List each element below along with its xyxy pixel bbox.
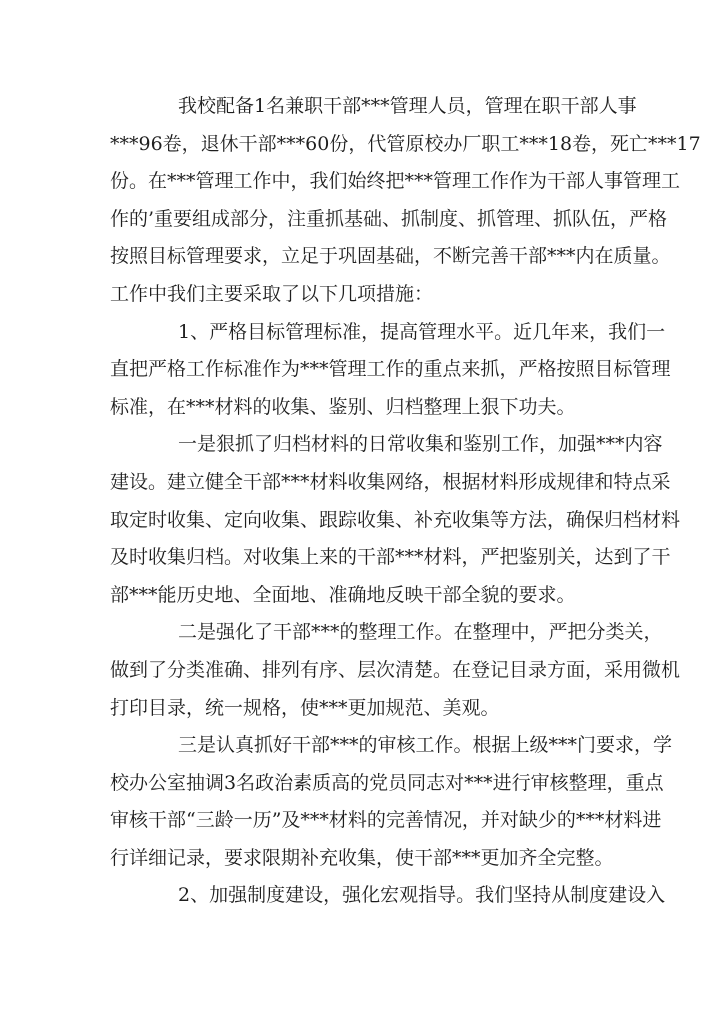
text-line: 1、严格目标管理标准，提高管理水平。近几年来，我们一: [178, 320, 666, 343]
text-line: 建设。建立健全干部***材料收集网络，根据材料形成规律和特点采: [110, 470, 671, 493]
text-line: 做到了分类准确、排列有序、层次清楚。在登记目录方面，采用微机: [110, 658, 681, 681]
text-line: 三是认真抓好干部***的审核工作。根据上级***门要求，学: [178, 734, 673, 757]
text-line: 部***能历史地、全面地、准确地反映干部全貌的要求。: [110, 583, 576, 606]
paragraph: [110, 877, 666, 915]
paragraph: [110, 426, 681, 614]
text-line: 2、加强制度建设，强化宏观指导。我们坚持从制度建设入: [178, 884, 666, 907]
document-body: [110, 88, 701, 915]
text-line: 标准，在***材料的收集、鉴别、归档整理上狠下功夫。: [110, 395, 576, 418]
paragraph: [110, 614, 681, 727]
text-line: 及时收集归档。对收集上来的干部***材料，严把鉴别关，达到了干: [110, 546, 671, 569]
text-line: 二是强化了干部***的整理工作。在整理中，严把分类关，: [178, 621, 663, 644]
text-line: 作的’重要组成部分，注重抓基础、抓制度、抓管理、抓队伍，严格: [110, 207, 668, 230]
text-line: 行详细记录，要求限期补充收集，使干部***更加齐全完整。: [110, 846, 614, 869]
text-line: 按照目标管理要求，立足于巩固基础，不断完善干部***内在质量。: [110, 245, 671, 268]
text-line: 审核干部“三龄一历”及***材料的完善情况，并对缺少的***材料进: [110, 809, 662, 832]
paragraph: [110, 314, 671, 427]
text-line: 工作中我们主要采取了以下几项措施：: [110, 282, 434, 305]
text-line: 校办公室抽调3名政治素质高的党员同志对***进行审核整理，重点: [110, 771, 664, 794]
text-line: 打印目录，统一规格，使***更加规范、美观。: [110, 696, 500, 719]
text-line: 直把严格工作标准作为***管理工作的重点来抓，严格按照目标管理: [110, 358, 671, 381]
text-line: 一是狠抓了归档材料的日常收集和鉴别工作，加强***内容: [178, 433, 663, 456]
paragraph: [110, 727, 673, 877]
text-line: ***96卷，退休干部***60份，代管原校办厂职工***18卷，死亡***17: [110, 132, 701, 155]
text-line: 取定时收集、定向收集、跟踪收集、补充收集等方法，确保归档材料: [110, 508, 681, 531]
text-line: 我校配备1名兼职干部***管理人员，管理在职干部人事: [178, 95, 637, 117]
text-line: 份。在***管理工作中，我们始终把***管理工作作为干部人事管理工: [110, 170, 681, 193]
paragraph: [110, 88, 701, 314]
